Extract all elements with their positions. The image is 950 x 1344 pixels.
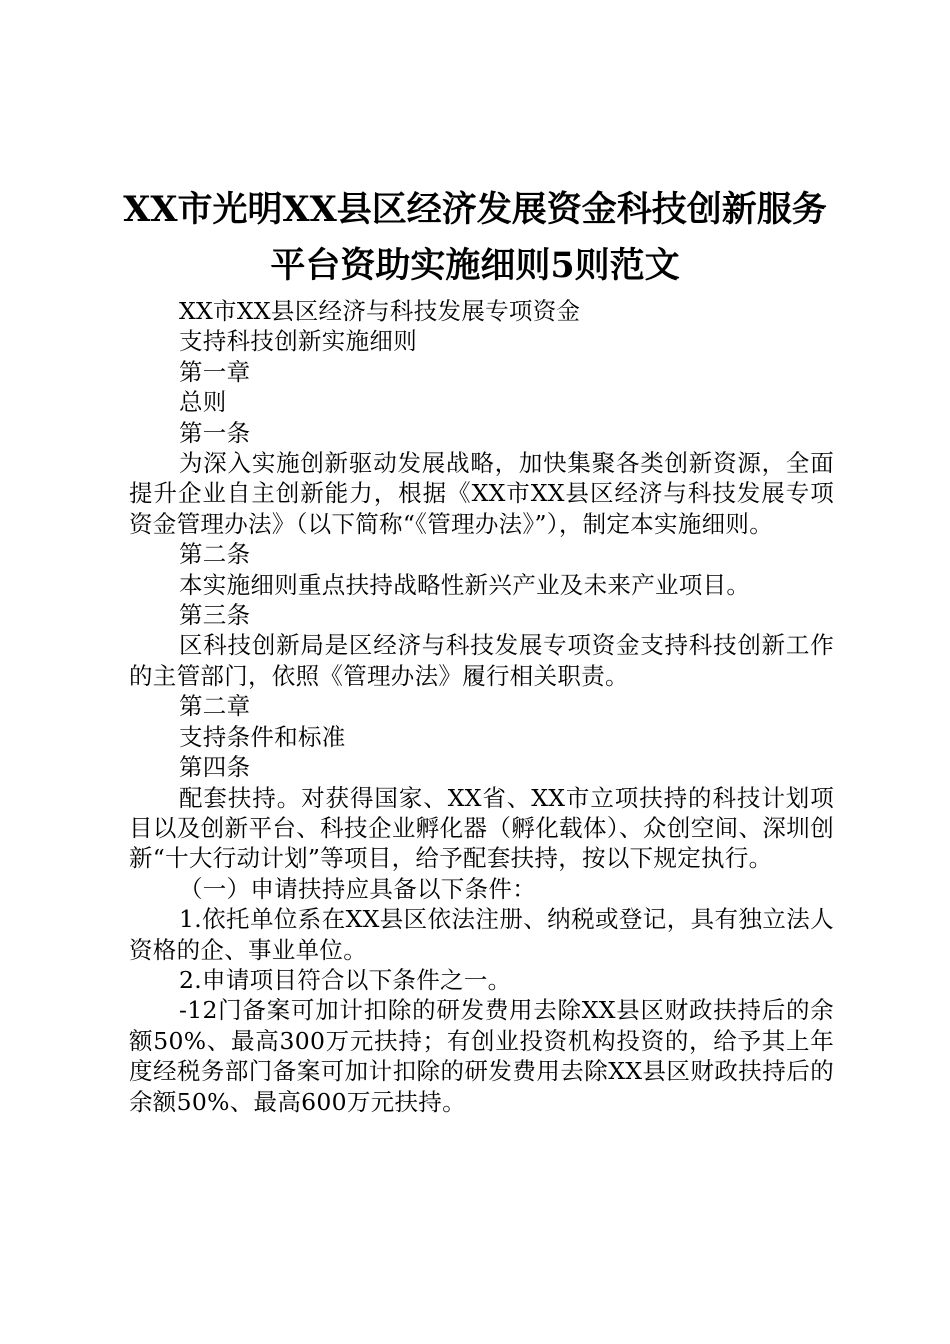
condition-2: 2.申请项目符合以下条件之一。 xyxy=(179,965,512,994)
document-body xyxy=(129,296,834,1117)
condition-3: -12门备案可加计扣除的研发费用去除XX县区财政扶持后的余额50%、最高300万元扶持；有创业投资机构投资的，给予其上年度经税务部门备案可加计扣除的研发费用去除XX县区财政扶持后的余额50%、最高600万元扶持。 xyxy=(129,996,834,1116)
article-3-text: 区科技创新局是区经济与科技发展专项资金支持科技创新工作的主管部门，依照《管理办法》履行相关职责。 xyxy=(129,631,834,690)
article-1-heading: 第一条 xyxy=(179,418,251,447)
document-title-line-1: XX市光明XX县区经济发展资金科技创新服务 xyxy=(123,189,827,230)
article-4-heading: 第四条 xyxy=(179,753,251,782)
article-2-text: 本实施细则重点扶持战略性新兴产业及未来产业项目。 xyxy=(179,570,751,599)
chapter-1-heading: 第一章 xyxy=(179,357,251,386)
chapter-1-title: 总则 xyxy=(179,388,227,417)
subtitle-line-2: 支持科技创新实施细则 xyxy=(179,327,417,356)
chapter-2-title: 支持条件和标准 xyxy=(179,722,346,751)
condition-heading: （一）申请扶持应具备以下条件： xyxy=(179,874,536,903)
chapter-2-heading: 第二章 xyxy=(179,692,251,721)
article-4-text: 配套扶持。对获得国家、XX省、XX市立项扶持的科技计划项目以及创新平台、科技企业孵化器（孵化载体）、众创空间、深圳创新“十大行动计划”等项目，给予配套扶持，按以下规定执行。 xyxy=(129,783,834,873)
article-1-text: 为深入实施创新驱动发展战略，加快集聚各类创新资源，全面提升企业自主创新能力，根据《XX市XX县区经济与科技发展专项资金管理办法》（以下简称“《管理办法》”），制定本实施细则。 xyxy=(129,449,834,538)
article-3-heading: 第三条 xyxy=(179,601,251,630)
subtitle-line-1: XX市XX县区经济与科技发展专项资金 xyxy=(179,297,581,325)
condition-1: 1.依托单位系在XX县区依法注册、纳税或登记，具有独立法人资格的企、事业单位。 xyxy=(129,905,834,964)
article-2-heading: 第二条 xyxy=(179,540,251,569)
document-title-line-2: 平台资助实施细则5则范文 xyxy=(270,245,680,286)
